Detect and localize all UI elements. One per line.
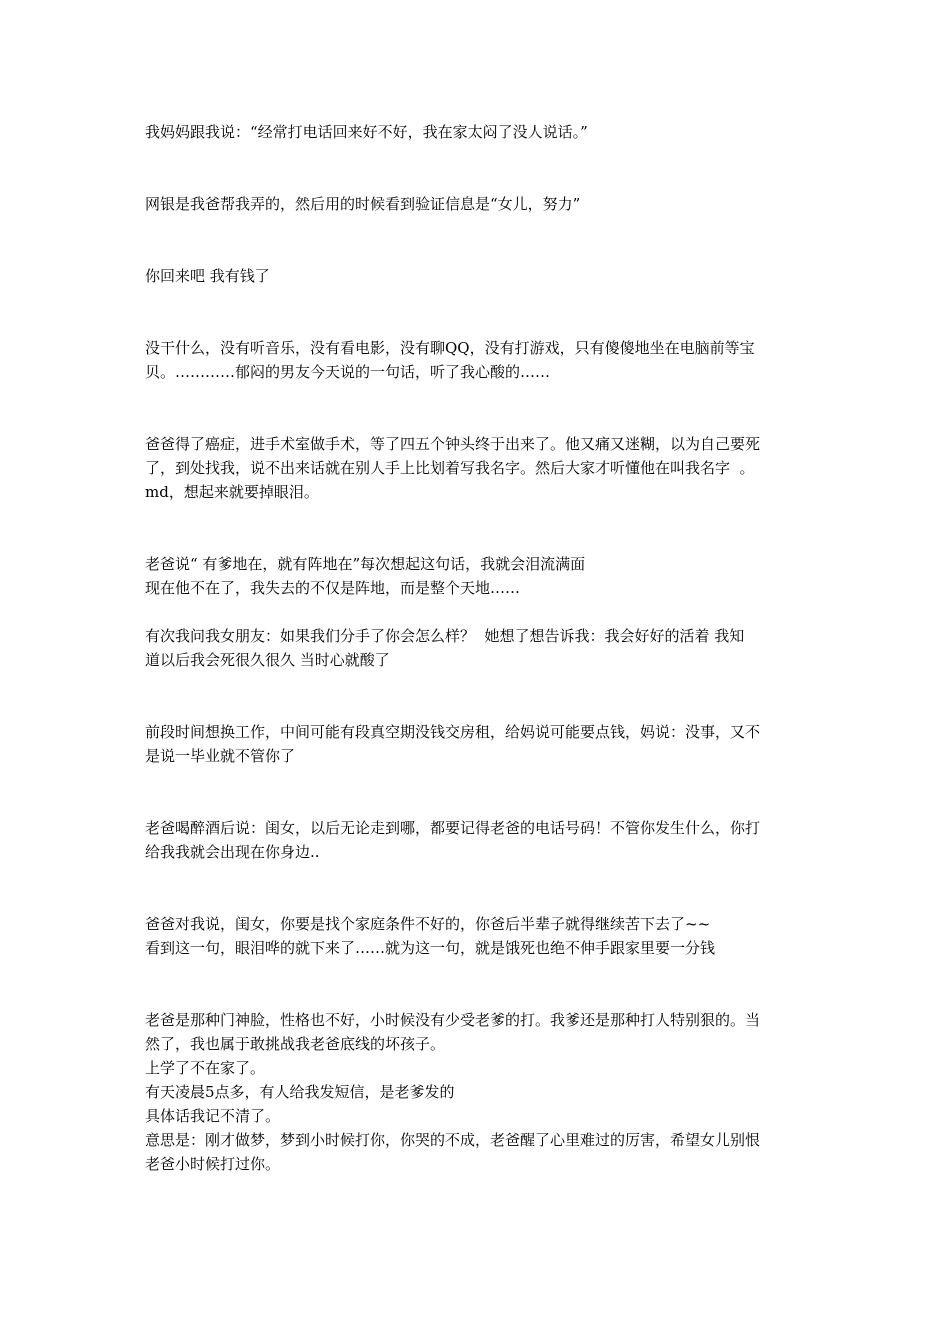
paragraph-9 [145, 816, 810, 864]
text-line: 老爸是那种门神脸，性格也不好，小时候没有少受老爹的打。我爹还是那种打人特别狠的。当 [145, 1011, 761, 1029]
paragraph-4 [145, 336, 810, 384]
text-line: 网银是我爸帮我弄的，然后用的时候看到验证信息是“女儿，努力” [145, 195, 581, 213]
text-line: 你回来吧 我有钱了 [145, 267, 270, 285]
paragraph-11 [145, 1008, 810, 1176]
text-line: md，想起来就要掉眼泪。 [145, 483, 319, 501]
paragraph-3 [145, 264, 810, 288]
paragraph-7 [145, 624, 810, 672]
text-line: 意思是：刚才做梦，梦到小时候打你，你哭的不成，老爸醒了心里难过的厉害，希望女儿别恨 [145, 1131, 761, 1149]
text-line: 具体话我记不清了。 [145, 1107, 281, 1125]
text-line: 老爸喝醉酒后说：闺女，以后无论走到哪，都要记得老爸的电话号码！不管你发生什么，你打 [145, 819, 761, 837]
text-line: 有次我问我女朋友：如果我们分手了你会怎么样？ 她想了想告诉我：我会好好的活着 我知 [145, 627, 745, 645]
text-line: 前段时间想换工作，中间可能有段真空期没钱交房租，给妈说可能要点钱，妈说：没事，又不 [145, 723, 761, 741]
text-line: 道以后我会死很久很久 当时心就酸了 [145, 651, 390, 669]
text-line: 看到这一句，眼泪哗的就下来了……就为这一句，就是饿死也绝不伸手跟家里要一分钱 [145, 939, 716, 957]
text-line: 老爸小时候打过你。 [145, 1155, 281, 1173]
text-line: 爸爸对我说，闺女，你要是找个家庭条件不好的，你爸后半辈子就得继续苦下去了~~ [145, 915, 711, 933]
paragraph-10 [145, 912, 810, 960]
text-line: 贝。…………郁闷的男友今天说的一句话，听了我心酸的…… [145, 363, 551, 381]
text-line: 了，到处找我，说不出来话就在别人手上比划着写我名字。然后大家才听懂他在叫我名字 。 [145, 459, 755, 477]
text-line: 我妈妈跟我说：“经常打电话回来好不好，我在家太闷了没人说话。” [145, 123, 588, 141]
text-line: 有天凌晨5点多，有人给我发短信，是老爹发的 [145, 1083, 455, 1101]
paragraph-2 [145, 192, 810, 216]
paragraph-8 [145, 720, 810, 768]
document-body [145, 120, 810, 1176]
text-line: 老爸说“ 有爹地在，就有阵地在”每次想起这句话，我就会泪流满面 [145, 555, 586, 573]
text-line: 然了，我也属于敢挑战我老爸底线的坏孩子。 [145, 1035, 446, 1053]
text-line: 现在他不在了，我失去的不仅是阵地，而是整个天地…… [145, 579, 521, 597]
paragraph-6 [145, 552, 810, 600]
text-line: 没干什么，没有听音乐，没有看电影，没有聊QQ，没有打游戏，只有傻傻地坐在电脑前等宝 [145, 339, 755, 357]
text-line: 是说一毕业就不管你了 [145, 747, 296, 765]
text-line: 给我我就会出现在你身边.. [145, 843, 320, 861]
text-line: 爸爸得了癌症，进手术室做手术，等了四五个钟头终于出来了。他又痛又迷糊，以为自己要死 [145, 435, 761, 453]
text-line: 上学了不在家了。 [145, 1059, 266, 1077]
paragraph-5 [145, 432, 810, 504]
paragraph-1 [145, 120, 810, 144]
